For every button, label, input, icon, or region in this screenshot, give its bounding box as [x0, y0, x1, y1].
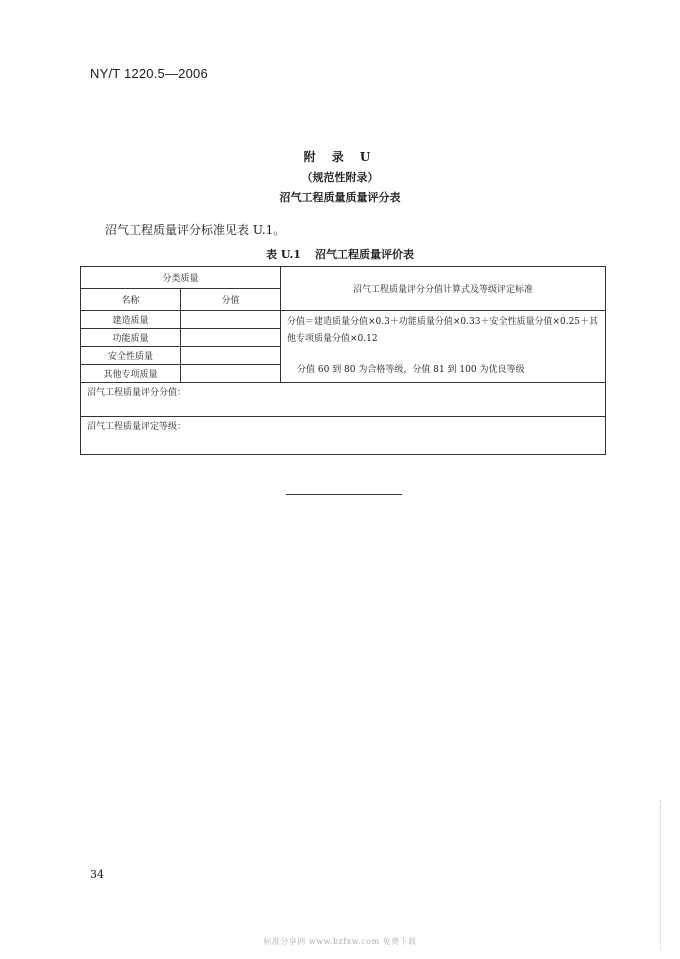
- page-number: 34: [90, 868, 104, 881]
- column-header-score: 分值: [181, 289, 281, 311]
- grade-rule-text: 分值 60 到 80 为合格等级，分值 81 到 100 为优良等级: [297, 365, 525, 375]
- row-score: [181, 329, 281, 347]
- appendix-nature: （规范性附录）: [301, 171, 379, 184]
- watermark: 标准分享网 www.bzfxw.com 免费下载: [263, 937, 417, 946]
- quality-score-table: [80, 266, 606, 455]
- table-caption-number: 表 U.1: [266, 248, 301, 261]
- table-caption-title: 沼气工程质量评价表: [314, 248, 414, 261]
- group-header: 分类质量: [81, 267, 281, 289]
- table-row: [81, 311, 606, 329]
- scan-artifact-line: [660, 800, 661, 950]
- table-caption: [0, 246, 680, 262]
- row-name: 建造质量: [81, 311, 181, 329]
- appendix-name: 沼气工程质量质量评分表: [279, 191, 401, 204]
- end-of-appendix-rule: [286, 494, 402, 495]
- row-name: 安全性质量: [81, 347, 181, 365]
- total-score-label: 沼气工程质量评分分值：: [81, 383, 606, 417]
- row-score: [181, 347, 281, 365]
- column-header-name: 名称: [81, 289, 181, 311]
- intro-text: 沼气工程质量评分标准见表 U.1。: [105, 223, 286, 237]
- formula-cell: [281, 311, 606, 383]
- row-score: [181, 365, 281, 383]
- standard-code: NY/T 1220.5—2006: [90, 66, 208, 81]
- grade-label: 沼气工程质量评定等级：: [81, 417, 606, 455]
- row-score: [181, 311, 281, 329]
- row-name: 其他专项质量: [81, 365, 181, 383]
- row-name: 功能质量: [81, 329, 181, 347]
- formula-header: 沼气工程质量评分分值计算式及等级评定标准: [281, 267, 606, 311]
- formula-text: 分值＝建造质量分值×0.3＋功能质量分值×0.33＋安全性质量分值×0.25＋其他专项质量分值×0.12: [287, 317, 599, 344]
- appendix-title: 附 录 U: [303, 150, 377, 164]
